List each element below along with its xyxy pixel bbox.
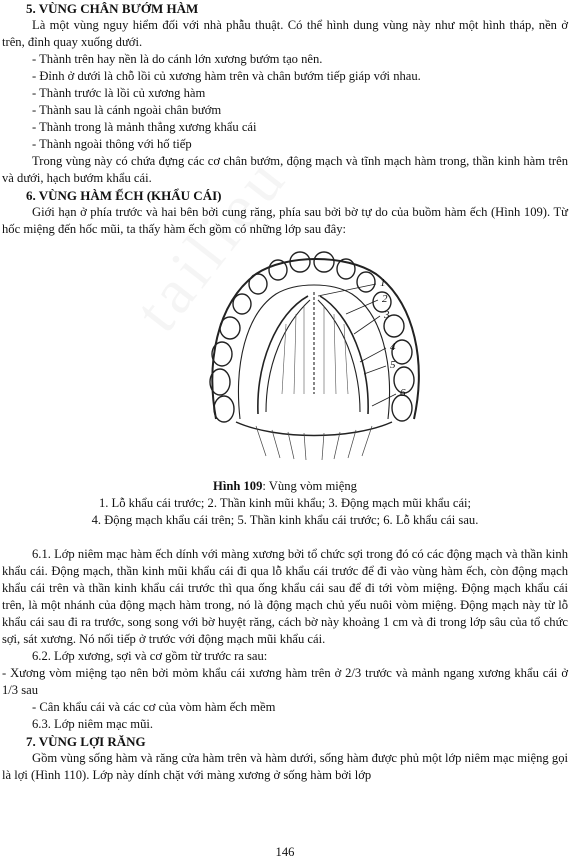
figure-label: 4 [390,341,396,353]
figure-label: 3 [384,309,390,321]
section-5-item: - Thành sau là cánh ngoài chân bướm [32,103,222,117]
paragraph-6-2-b: - Cân khẩu cái và các cơ của vòm hàm ếch mềm [32,700,276,714]
paragraph-6-2: 6.2. Lớp xương, sợi và cơ gồm từ trước ra sau: [32,649,268,663]
section-7-heading: 7. VÙNG LỢI RĂNG [26,734,146,749]
section-5-item: - Thành trong là mảnh thẳng xương khẩu cái [32,120,257,134]
page-number: 146 [275,845,295,859]
section-5-item: - Thành trên hay nền là do cánh lớn xương bướm tạo nên. [32,52,323,66]
figure-legend-line: 4. Động mạch khẩu cái trên; 5. Thần kinh khẩu cái trước; 6. Lỗ khẩu cái sau. [91,513,479,527]
section-6-heading: 6. VÙNG HÀM ẾCH (KHẨU CÁI) [26,188,222,203]
figure-label: 2 [382,293,388,305]
section-5-item: - Thành ngoài thông với hố tiếp [32,137,192,151]
section-5-item: - Thành trước là lồi củ xương hàm [32,86,206,100]
figure-caption [0,478,570,495]
palate-figure [196,244,434,462]
figure-label: 6 [400,387,406,399]
section-5-content: Trong vùng này có chứa đựng các cơ chân bướm, động mạch và tĩnh mạch hàm trong, thần kinh hàm trên và dưới, hạch bướm khẩu cái. [2,154,568,185]
paragraph-6-2-a: - Xương vòm miệng tạo nên bởi mỏm khẩu cái xương hàm trên ở 2/3 trước và mảnh ngang xương khẩu cái ở 1/3 sau [2,666,568,697]
figure-label: 5 [390,359,396,371]
figure-caption-label: Hình 109 [213,479,263,493]
paragraph-6-3: 6.3. Lớp niêm mạc mũi. [32,717,154,731]
section-6-intro: Giới hạn ở phía trước và hai bên bởi cung răng, phía sau bởi bờ tự do của buồm hàm ếch (Hình 109). Từ hốc miệng đến hốc mũi, ta thấy hàm ếch gồm có những lớp sau đây: [2,205,568,236]
paragraph-6-1: 6.1. Lớp niêm mạc hàm ếch dính với màng xương bởi tổ chức sợi trong đó có các động mạch và thần kinh khẩu cái. Động mạch, thần kinh mũi khẩu cái đi qua lỗ khẩu cái trước để đi vào vùng hàm ếch, còn động mạch khẩu cái trên và thần kinh khẩu cái trước thì qua ống khẩu cái sau để đi tới vòm miệng. Động mạch khẩu cái trên, là một nhánh của động mạch hàm trong, nó là động mạch chủ yếu nuôi vòm miệng. Động mạch này từ lỗ khẩu cái sau đi ra trước, song song với bờ huyệt răng, cách bờ này khoảng 1 cm và đi trong lớp sâu của tổ chức sợi, sát xương. Nó nối tiếp ở trước với động mạch mũi khẩu cái. [2,547,568,646]
section-7-intro: Gồm vùng sống hàm và răng cửa hàm trên và hàm dưới, sống hàm được phủ một lớp niêm mạc miệng gọi là lợi (Hình 110). Lớp này dính chặt với màng xương ở sống hàm bởi lớp [2,751,568,782]
section-5-item: - Đỉnh ở dưới là chỗ lồi củ xương hàm trên và chân bướm tiếp giáp với nhau. [32,69,421,83]
figure-caption-text: : Vùng vòm miệng [262,479,357,493]
section-5-heading: 5. VÙNG CHÂN BƯỚM HÀM [26,1,199,16]
figure-legend-line: 1. Lỗ khẩu cái trước; 2. Thần kinh mũi khẩu; 3. Động mạch mũi khẩu cái; [98,496,472,510]
section-5-intro: Là một vùng nguy hiểm đối với nhà phẫu thuật. Có thể hình dung vùng này như một hình tháp, nền ở trên, đỉnh quay xuống dưới. [2,18,568,49]
figure-label: 1 [380,277,386,289]
